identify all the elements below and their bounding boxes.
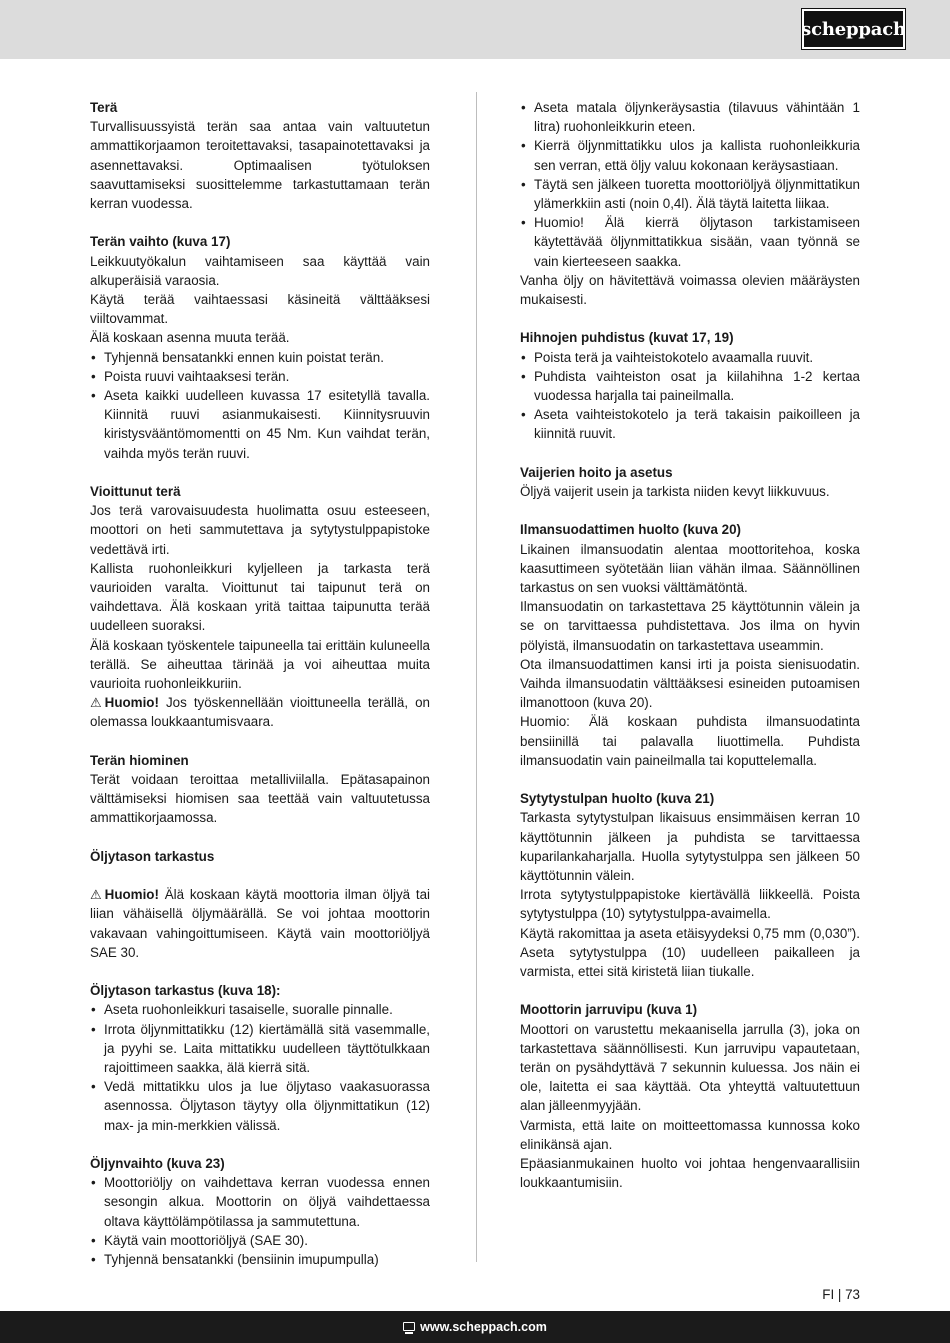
paragraph: Ota ilmansuodattimen kansi irti ja poista sienisuodatin. Vaihda ilmansuodatin välttääksesi esineiden putoamisen ilmanottoon (kuva 20). <box>520 656 860 711</box>
bullet-list <box>90 1173 430 1269</box>
list-item: • Aseta matala öljynkeräysastia (tilavuus vähintään 1 litra) ruohonleikkurin eteen. <box>520 98 860 136</box>
section-blade-replacement <box>90 232 430 462</box>
warning-label: Huomio! <box>104 887 159 903</box>
page-number: FI | 73 <box>822 1287 860 1302</box>
column-divider <box>476 92 477 1262</box>
section-blade-sharpening <box>90 751 430 828</box>
section-heading: Terä <box>90 100 118 115</box>
paragraph: Tarkasta sytytystulpan likaisuus ensimmäisen kerran 10 käyttötunnin jälkeen ja puhdista se tarvittaessa kuparilankaharjalla. Huolla sytytystulppa sen jälkeen 50 käyttötunnin välein. <box>520 810 860 884</box>
paragraph: Likainen ilmansuodatin alentaa moottoritehoa, koska kaasuttimeen syötetään liian vähän ilmaa. Säännöllinen tarkastus on sen vuoksi välttämätöntä. <box>520 541 860 596</box>
list-item: • Puhdista vaihteiston osat ja kiilahihna 1-2 kertaa vuodessa harjalla tai paineilmalla. <box>520 367 860 405</box>
paragraph: Epäasianmukainen huolto voi johtaa hengenvaarallisiin loukkaantumisiin. <box>520 1156 860 1191</box>
paragraph: Vanha öljy on hävitettävä voimassa olevien määräysten mukaisesti. <box>520 272 860 308</box>
website-link[interactable]: www.scheppach.com <box>420 1320 547 1334</box>
warning-icon: ⚠ <box>90 695 102 711</box>
warning-note <box>90 693 430 731</box>
list-item: • Täytä sen jälkeen tuoretta moottoriöljyä öljynmittatikun ylämerkkiin asti (noin 0,4l). Älä täytä laitetta liikaa. <box>520 175 860 213</box>
paragraph: Moottori on varustettu mekaanisella jarrulla (3), joka on tarkastettava säännöllisesti. Kun jarruvipu vapautetaan, terän on pysähdyttävä 7 sekunnin kuluessa. Jos näin ei ole, laitetta ei saa käyttää. Ota yhteyttä valtuutettuun alan jälleenmyyjään. <box>520 1021 860 1114</box>
paragraph: Terät voidaan teroittaa metalliviilalla. Epätasapainon välttämiseksi hiomisen saa teettää vain valtuutetussa ammattikorjaamossa. <box>90 772 430 826</box>
section-oil-level-check-fig18 <box>90 981 430 1135</box>
paragraph: Käytä terää vaihtaessasi käsineitä välttääksesi viiltovammat. <box>90 292 430 327</box>
section-heading: Ilmansuodattimen huolto (kuva 20) <box>520 522 741 538</box>
section-brake-lever <box>520 1000 860 1192</box>
paragraph: Leikkuutyökalun vaihtamiseen saa käyttää vain alkuperäisiä varaosia. <box>90 253 430 288</box>
list-item: • Poista terä ja vaihteistokotelo avaamalla ruuvit. <box>520 348 860 367</box>
paragraph: Jos terä varovaisuudesta huolimatta osuu esteeseen, moottori on heti sammutettava ja sytytystulppapistoke vedettävä irti. <box>90 503 430 557</box>
section-oil-change <box>90 1154 430 1269</box>
section-heading: Vaijerien hoito ja asetus <box>520 464 673 480</box>
section-belt-cleaning <box>520 328 860 443</box>
left-column <box>90 98 430 1288</box>
section-oil-change-continued <box>520 98 860 309</box>
paragraph: Huomio: Älä koskaan puhdista ilmansuodatinta bensiinillä tai palavalla liuottimella. Puhdista ilmansuodatin vain paineilmalla tai koputtelemalla. <box>520 714 860 768</box>
warning-label: Huomio! <box>104 695 159 711</box>
list-item: • Tyhjennä bensatankki ennen kuin poistat terän. <box>90 348 430 367</box>
section-heading: Öljynvaihto (kuva 23) <box>90 1156 225 1172</box>
list-item: • Huomio! Älä kierrä öljytason tarkistamiseen käytettävää öljynmittatikkua sisään, vaan työnnä se vain kierteeseen saakka. <box>520 213 860 271</box>
list-item: • Aseta vaihteistokotelo ja terä takaisin paikoilleen ja kiinnitä ruuvit. <box>520 405 860 443</box>
section-heading: Hihnojen puhdistus (kuvat 17, 19) <box>520 330 734 346</box>
bullet-list <box>520 98 860 271</box>
section-heading: Sytytystulpan huolto (kuva 21) <box>520 791 715 807</box>
brand-logo: scheppach <box>802 9 905 49</box>
section-heading: Öljytason tarkastus <box>90 848 215 864</box>
paragraph: Älä koskaan työskentele taipuneella tai erittäin kuluneella terällä. Se aiheuttaa tärinää ja voi aiheuttaa muita vaurioita ruohonleikkuriin. <box>90 637 430 692</box>
list-item: • Aseta ruohonleikkuri tasaiselle, suoralle pinnalle. <box>90 1000 430 1019</box>
section-heading: Öljytason tarkastus (kuva 18): <box>90 983 281 999</box>
warning-text: Älä koskaan käytä moottoria ilman öljyä tai liian vähäisellä öljymäärällä. Se voi johtaa moottorin vakavaan vahingoittumiseen. Käytä vain moottoriöljyä SAE 30. <box>90 887 430 960</box>
section-heading: Vioittunut terä <box>90 484 181 500</box>
warning-note <box>90 885 430 962</box>
section-spark-plug <box>520 789 860 981</box>
section-damaged-blade <box>90 482 430 732</box>
right-column <box>520 98 860 1212</box>
bullet-list <box>90 348 430 463</box>
warning-icon: ⚠ <box>90 887 102 903</box>
list-item: • Vedä mittatikku ulos ja lue öljytaso vaakasuorassa asennossa. Öljytason täytyy olla öljynmittatikun (12) max- ja min-merkkien välissä. <box>90 1077 430 1135</box>
section-oil-level-check <box>90 847 430 962</box>
section-air-filter <box>520 520 860 770</box>
list-item: • Irrota öljynmittatikku (12) kiertämällä sitä vasemmalle, ja pyyhi se. Laita mittatikku uudelleen täyttötulkkaan rajoittimeen saakka, älä kierrä sitä. <box>90 1020 430 1078</box>
list-item: • Moottoriöljy on vaihdettava kerran vuodessa ennen sesongin alkua. Moottorin on öljyä vaihdettaessa oltava käyttölämpötilassa ja sammutettuna. <box>90 1173 430 1231</box>
paragraph: Ilmansuodatin on tarkastettava 25 käyttötunnin välein ja se on tarvittaessa puhdistettava. Jos ilma on hyvin pölyistä, ilmansuodatin on tarkastettava useammin. <box>520 599 860 653</box>
list-item: • Aseta kaikki uudelleen kuvassa 17 esitetyllä tavalla. Kiinnitä ruuvi asianmukaisesti. Kiinnitysruuvin kiristysvääntömomentti on 45 Nm. Kun vaihdat terän, vaihda myös terän ruuvi. <box>90 386 430 463</box>
list-item: • Kierrä öljynmittatikku ulos ja kallista ruohonleikkuria sen verran, että öljy valuu kokonaan keräysastiaan. <box>520 136 860 174</box>
section-heading: Terän hiominen <box>90 752 189 768</box>
paragraph: Turvallisuussyistä terän saa antaa vain valtuutetun ammattikorjaamon teroitettavaksi, tasapainotettavaksi ja asennettavaksi. Optimaalisen työtuloksen saavuttamiseksi suosittelemme tarkastuttamaan terän kerran vuodessa. <box>90 119 430 212</box>
list-item: • Poista ruuvi vaihtaaksesi terän. <box>90 367 430 386</box>
warning-text: Jos työskennellään vioittuneella terällä, on olemassa loukkaantumisvaara. <box>90 695 430 730</box>
list-item: • Käytä vain moottoriöljyä (SAE 30). <box>90 1231 430 1250</box>
paragraph: Älä koskaan asenna muuta terää. <box>90 330 290 346</box>
monitor-icon <box>403 1322 415 1331</box>
paragraph: Irrota sytytystulppapistoke kiertävällä liikkeellä. Poista sytytystulppa (10) sytytystulppa-avaimella. <box>520 887 860 922</box>
paragraph: Käytä rakomittaa ja aseta etäisyydeksi 0,75 mm (0,030”). Aseta sytytystulppa (10) uudelleen paikalleen ja varmista, ettei sitä kiristetä liian tiukalle. <box>520 925 860 980</box>
list-item: • Tyhjennä bensatankki (bensiinin imupumpulla) <box>90 1250 430 1269</box>
section-heading: Moottorin jarruvipu (kuva 1) <box>520 1002 698 1018</box>
section-cables <box>520 463 860 501</box>
paragraph: Kallista ruohonleikkuri kyljelleen ja tarkasta terä vaurioiden varalta. Vioittunut tai taipunut terä on vaihdettava. Älä koskaan yritä taittaa taipunutta terää uudelleen suoraksi. <box>90 560 430 634</box>
section-blade <box>90 98 430 213</box>
paragraph: Varmista, että laite on moitteettomassa kunnossa koko elinikänsä ajan. <box>520 1117 860 1152</box>
paragraph: Öljyä vaijerit usein ja tarkista niiden kevyt liikkuvuus. <box>520 484 830 500</box>
blank-line <box>90 866 430 885</box>
section-heading: Terän vaihto (kuva 17) <box>90 234 231 250</box>
bullet-list <box>520 348 860 444</box>
footer-band <box>0 1311 950 1343</box>
bullet-list <box>90 1000 430 1134</box>
